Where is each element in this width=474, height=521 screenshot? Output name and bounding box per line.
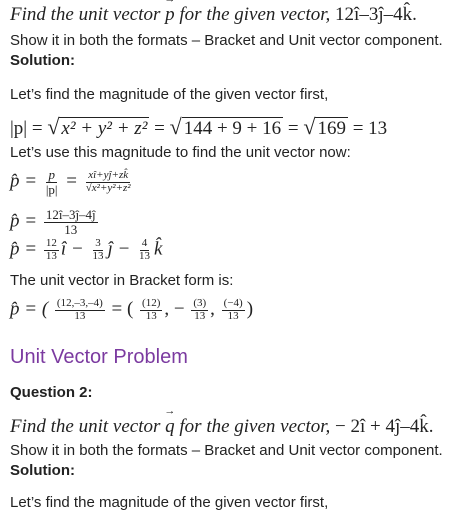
step3-t3-num: 4 [141, 237, 148, 249]
q2-for-text: for the given vector, [179, 416, 331, 437]
bracket-sep1: , − [164, 298, 185, 320]
step1-den2: √x²+y²+z² [85, 181, 131, 194]
step1-num: p [48, 167, 55, 182]
bracket-term3 [222, 298, 245, 322]
q2-given-vector: − 2î + 4ĵ–4k̂. [335, 416, 434, 437]
magnitude-eq2: = [287, 118, 299, 139]
step3-t2-unit: ĵ − [107, 238, 131, 260]
step1-den: |p| [45, 181, 58, 197]
q1-magnitude-equation [10, 114, 387, 140]
bracket-eq: = ( [111, 298, 134, 320]
q1-given-vector: 12î–3ĵ–4k̂. [335, 4, 417, 25]
bracket-lhs: p̂ = ( [10, 298, 49, 320]
sqrt-icon: √ [303, 114, 316, 139]
q1-use-intro: Let’s use this magnitude to find the unit vector now: [10, 144, 351, 161]
magnitude-result: = 13 [352, 118, 388, 139]
magnitude-values: 144 + 9 + 16 [183, 118, 282, 139]
step2-lhs: p̂ = [10, 210, 38, 232]
q1-step2 [10, 208, 100, 236]
step3-t3-den: 13 [139, 249, 151, 262]
q2-prompt-line [10, 416, 434, 438]
sqrt-icon: √ [169, 114, 182, 139]
q1-solution-label: Solution: [10, 52, 75, 69]
q1-bracket-intro: The unit vector in Bracket form is: [10, 272, 234, 289]
step3-term3 [137, 238, 152, 262]
q1-instructions: Show it in both the formats – Bracket and Unit vector component. [10, 32, 443, 49]
magnitude-formula: x² + y² + z² [61, 118, 148, 139]
q1-bracket-form [10, 298, 253, 322]
step3-t1-num: 12 [45, 237, 57, 249]
q2-magnitude-intro: Let’s find the magnitude of the given vector first, [10, 494, 329, 511]
magnitude-lhs: |p| = [10, 118, 43, 139]
step2-fraction [44, 208, 98, 236]
bracket-fraction [55, 298, 105, 322]
step1-fraction [44, 168, 60, 196]
sqrt-icon: √ [47, 114, 60, 139]
magnitude-root: 169 [317, 118, 346, 139]
step1-num2: xî+yĵ+zk̂ [88, 169, 129, 182]
bracket-num: (12,–3,–4) [56, 297, 103, 309]
step3-t1-den: 13 [45, 249, 57, 262]
step3-t2-den: 13 [92, 249, 104, 262]
step3-term2 [90, 238, 105, 262]
step1-lhs: p̂ = [10, 170, 38, 192]
q2-vector-symbol: q → [165, 416, 175, 438]
q1-vector-symbol: p → [165, 4, 175, 26]
step3-t1-unit: î − [60, 238, 84, 260]
step2-den: 13 [64, 221, 78, 237]
bracket-term1 [140, 298, 162, 322]
b2-num: (3) [193, 297, 207, 309]
q2-prompt: Find the unit vector [10, 416, 161, 437]
step3-t2-num: 3 [95, 237, 101, 249]
step3-t3-unit: k̂ [154, 238, 163, 260]
bracket-sep2: , [210, 298, 220, 320]
step3-term1 [44, 238, 59, 262]
q2-instructions: Show it in both the formats – Bracket and Unit vector component. [10, 442, 443, 459]
step3-lhs: p̂ = [10, 238, 38, 260]
q1-step1 [10, 168, 135, 196]
q1-prompt-line [10, 4, 417, 26]
bracket-close: ) [246, 298, 254, 320]
q1-magnitude-intro: Let’s find the magnitude of the given vector first, [10, 86, 329, 103]
b2-den: 13 [194, 309, 206, 322]
step2-num: 12î–3ĵ–4ĵ [45, 207, 96, 222]
magnitude-eq: = [154, 118, 165, 139]
b3-num: (−4) [223, 297, 243, 309]
q1-for-text: for the given vector, [179, 4, 331, 25]
b1-num: (12) [142, 297, 161, 309]
section-heading: Unit Vector Problem [10, 346, 188, 368]
b1-den: 13 [145, 309, 157, 322]
b3-den: 13 [227, 309, 239, 322]
step1-eq: = [66, 170, 78, 192]
q1-prompt: Find the unit vector [10, 4, 161, 25]
q2-label: Question 2: [10, 384, 93, 401]
bracket-den: 13 [74, 309, 86, 322]
q1-step3 [10, 238, 162, 262]
q2-solution-label: Solution: [10, 462, 75, 479]
bracket-term2 [191, 298, 208, 322]
step1-fraction2 [84, 170, 133, 194]
